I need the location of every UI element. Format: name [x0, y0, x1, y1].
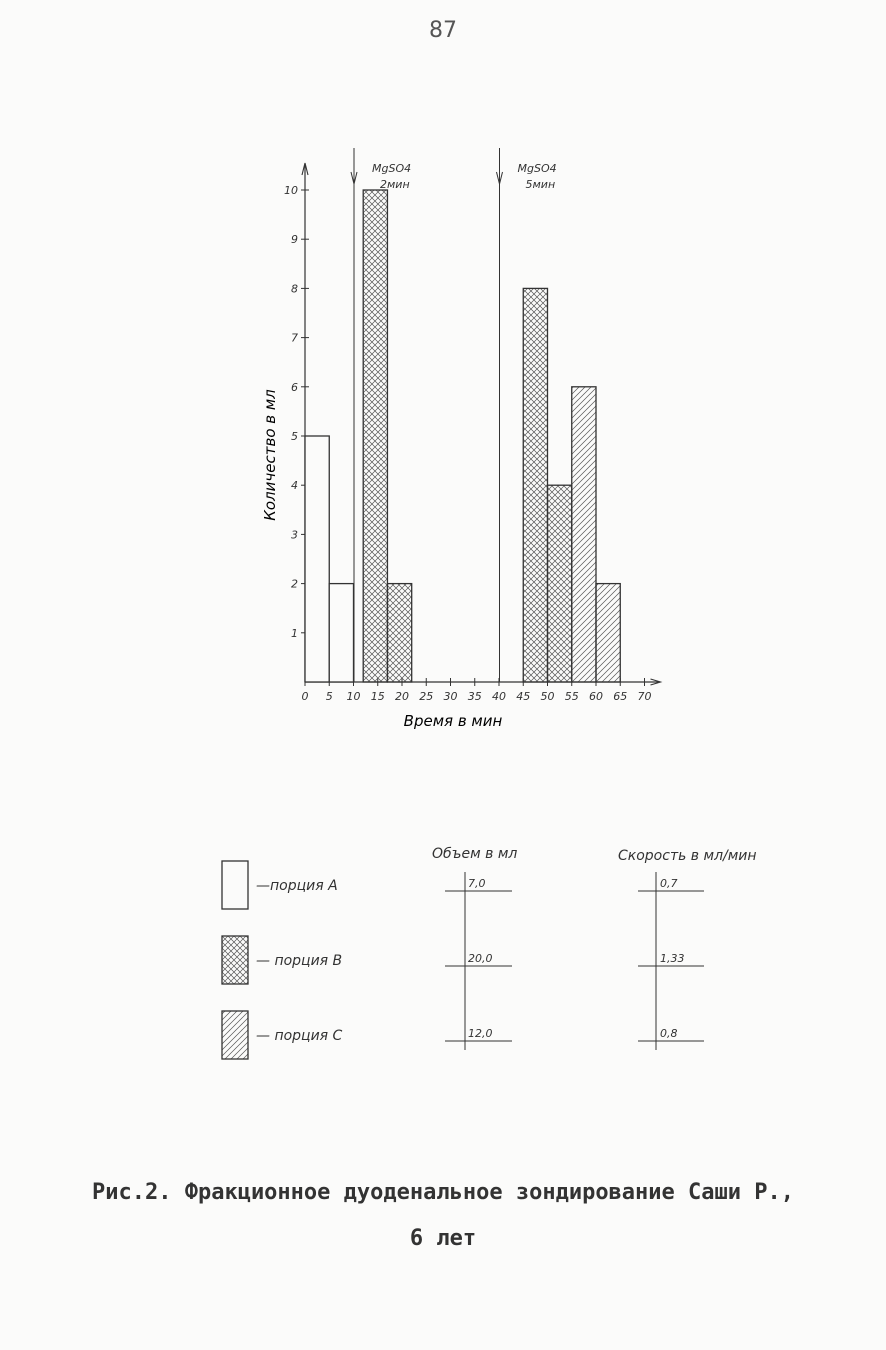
legend-swatch-a	[222, 861, 248, 909]
x-tick-label: 10	[346, 690, 361, 703]
y-tick-label: 4	[291, 479, 298, 493]
x-tick-label: 60	[589, 690, 603, 703]
bar-portion-a	[305, 436, 329, 682]
x-tick-label: 40	[492, 690, 506, 703]
x-tick-label: 0	[301, 690, 309, 703]
bar-portion-c	[596, 584, 620, 682]
x-tick-label: 15	[370, 690, 385, 703]
chart-bars	[305, 190, 620, 682]
y-tick-label: 6	[291, 380, 298, 394]
bar-portion-b	[387, 584, 411, 682]
rate-value: 0,7	[660, 877, 678, 890]
annotation-line2: 5мин	[525, 178, 556, 191]
x-tick-label: 30	[443, 690, 458, 703]
bar-portion-c	[572, 387, 596, 682]
legend-label: —порция А	[256, 878, 338, 894]
caption-line-1: Рис.2. Фракционное дуоденальное зондирование Саши Р.,	[92, 1180, 794, 1205]
legend-label: — порция С	[256, 1028, 343, 1044]
x-axis-label: Время в мин	[403, 712, 503, 730]
bar-portion-b	[548, 485, 572, 682]
legend-label: — порция В	[256, 953, 343, 969]
y-tick-label: 9	[291, 233, 298, 247]
figure-caption	[0, 1170, 886, 1262]
x-tick-label: 20	[395, 690, 409, 703]
y-tick-label: 5	[291, 430, 298, 443]
x-tick-label: 55	[564, 690, 579, 703]
bar-portion-a	[329, 584, 353, 682]
annotation-line1: MgSO4	[372, 162, 412, 175]
y-tick-label: 1	[291, 626, 298, 640]
annotation-line2: 2мин	[380, 178, 410, 191]
x-tick-label: 5	[325, 690, 333, 703]
page-number: 87	[429, 18, 457, 43]
y-tick-label: 8	[291, 282, 298, 296]
legend	[222, 846, 757, 1059]
x-tick-label: 35	[467, 690, 482, 703]
volume-value: 20,0	[468, 952, 493, 965]
y-tick-label: 10	[284, 184, 298, 197]
y-tick-label: 7	[291, 331, 298, 345]
legend-rate-header: Скорость в мл/мин	[618, 848, 757, 864]
legend-swatch-c	[222, 1011, 248, 1059]
volume-value: 12,0	[468, 1027, 493, 1040]
x-tick-label: 45	[516, 690, 531, 703]
annotation-line1: MgSO4	[517, 162, 557, 175]
y-tick-label: 2	[291, 577, 298, 591]
bar-portion-b	[523, 288, 547, 682]
y-axis-label: Количество в мл	[261, 389, 279, 521]
x-tick-label: 65	[613, 690, 628, 703]
rate-value: 1,33	[660, 952, 685, 965]
bar-portion-b	[363, 190, 387, 682]
legend-volume-header: Объем в мл	[432, 846, 518, 862]
x-tick-label: 25	[419, 690, 434, 703]
x-tick-label: 50	[540, 690, 555, 703]
rate-value: 0,8	[660, 1027, 678, 1040]
volume-value: 7,0	[468, 877, 486, 890]
x-tick-label: 70	[637, 690, 652, 703]
y-tick-label: 3	[291, 528, 298, 542]
caption-line-2: 6 лет	[409, 1226, 477, 1251]
legend-swatch-b	[222, 936, 248, 984]
